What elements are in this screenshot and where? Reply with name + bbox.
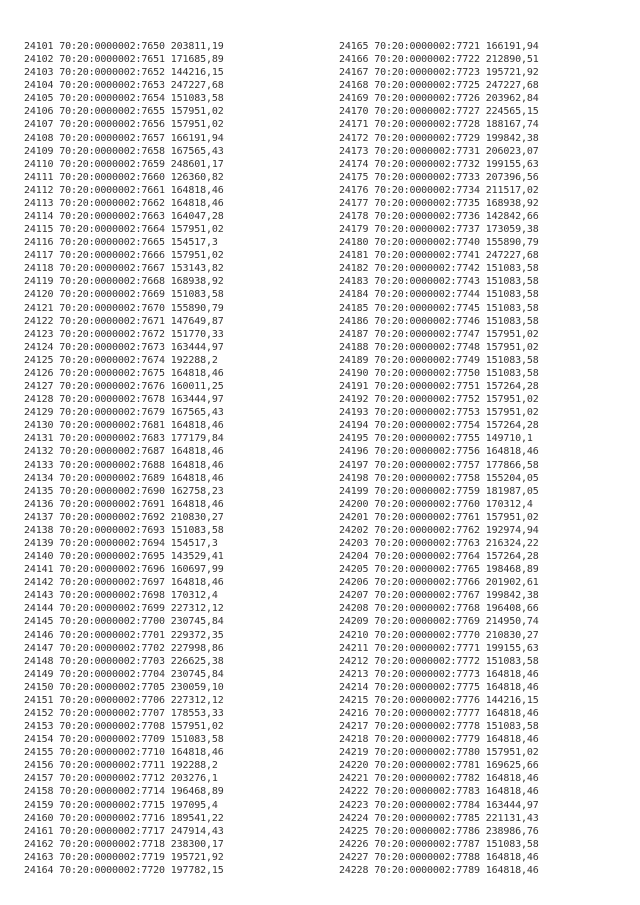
table-row: 24130 70:20:0000002:7681 164818,46 (24, 420, 224, 432)
table-row: 24106 70:20:0000002:7655 157951,02 (24, 106, 224, 118)
table-row: 24217 70:20:0000002:7778 151083,58 (339, 721, 539, 733)
table-row: 24184 70:20:0000002:7744 151083,58 (339, 289, 539, 301)
table-row: 24162 70:20:0000002:7718 238300,17 (24, 838, 224, 850)
table-row: 24151 70:20:0000002:7706 227312,12 (24, 694, 224, 706)
table-row: 24220 70:20:0000002:7781 169625,66 (339, 760, 539, 772)
table-row: 24164 70:20:0000002:7720 197782,15 (24, 864, 224, 876)
table-row: 24203 70:20:0000002:7763 216324,22 (339, 537, 539, 549)
table-row: 24137 70:20:0000002:7692 210830,27 (24, 511, 224, 523)
table-row: 24142 70:20:0000002:7697 164818,46 (24, 577, 224, 589)
table-row: 24135 70:20:0000002:7690 162758,23 (24, 485, 224, 497)
table-row: 24105 70:20:0000002:7654 151083,58 (24, 93, 224, 105)
table-row: 24127 70:20:0000002:7676 160011,25 (24, 381, 224, 393)
table-row: 24110 70:20:0000002:7659 248601,17 (24, 158, 224, 170)
table-row: 24125 70:20:0000002:7674 192288,2 (24, 354, 218, 366)
table-row: 24211 70:20:0000002:7771 199155,63 (339, 642, 539, 654)
table-row: 24104 70:20:0000002:7653 247227,68 (24, 80, 224, 92)
table-row: 24189 70:20:0000002:7749 151083,58 (339, 354, 539, 366)
table-row: 24147 70:20:0000002:7702 227998,86 (24, 642, 224, 654)
table-row: 24219 70:20:0000002:7780 157951,02 (339, 747, 539, 759)
table-row: 24139 70:20:0000002:7694 154517,3 (24, 537, 218, 549)
table-row: 24225 70:20:0000002:7786 238986,76 (339, 825, 539, 837)
table-row: 24204 70:20:0000002:7764 157264,28 (339, 551, 539, 563)
table-row: 24173 70:20:0000002:7731 206023,07 (339, 145, 539, 157)
table-row: 24123 70:20:0000002:7672 151770,33 (24, 328, 224, 340)
table-row: 24120 70:20:0000002:7669 151083,58 (24, 289, 224, 301)
table-row: 24200 70:20:0000002:7760 170312,4 (339, 498, 533, 510)
table-row: 24192 70:20:0000002:7752 157951,02 (339, 394, 539, 406)
table-row: 24157 70:20:0000002:7712 203276,1 (24, 773, 218, 785)
right-column (339, 40, 539, 877)
table-row: 24218 70:20:0000002:7779 164818,46 (339, 734, 539, 746)
table-row: 24188 70:20:0000002:7748 157951,02 (339, 341, 539, 353)
table-row: 24152 70:20:0000002:7707 178553,33 (24, 707, 224, 719)
table-row: 24118 70:20:0000002:7667 153143,82 (24, 263, 224, 275)
table-row: 24214 70:20:0000002:7775 164818,46 (339, 681, 539, 693)
table-row: 24166 70:20:0000002:7722 212890,51 (339, 54, 539, 66)
table-row: 24103 70:20:0000002:7652 144216,15 (24, 67, 224, 79)
table-row: 24228 70:20:0000002:7789 164818,46 (339, 864, 539, 876)
table-row: 24197 70:20:0000002:7757 177866,58 (339, 459, 539, 471)
table-row: 24149 70:20:0000002:7704 230745,84 (24, 668, 224, 680)
table-row: 24174 70:20:0000002:7732 199155,63 (339, 158, 539, 170)
table-row: 24175 70:20:0000002:7733 207396,56 (339, 171, 539, 183)
table-row: 24180 70:20:0000002:7740 155890,79 (339, 237, 539, 249)
table-row: 24222 70:20:0000002:7783 164818,46 (339, 786, 539, 798)
table-row: 24138 70:20:0000002:7693 151083,58 (24, 524, 224, 536)
table-row: 24115 70:20:0000002:7664 157951,02 (24, 224, 224, 236)
table-row: 24126 70:20:0000002:7675 164818,46 (24, 367, 224, 379)
table-row: 24144 70:20:0000002:7699 227312,12 (24, 603, 224, 615)
table-row: 24190 70:20:0000002:7750 151083,58 (339, 367, 539, 379)
table-row: 24194 70:20:0000002:7754 157264,28 (339, 420, 539, 432)
table-row: 24102 70:20:0000002:7651 171685,89 (24, 54, 224, 66)
table-row: 24109 70:20:0000002:7658 167565,43 (24, 145, 224, 157)
table-row: 24187 70:20:0000002:7747 157951,02 (339, 328, 539, 340)
table-row: 24226 70:20:0000002:7787 151083,58 (339, 838, 539, 850)
table-row: 24114 70:20:0000002:7663 164047,28 (24, 211, 224, 223)
table-row: 24155 70:20:0000002:7710 164818,46 (24, 747, 224, 759)
table-row: 24160 70:20:0000002:7716 189541,22 (24, 812, 224, 824)
table-row: 24179 70:20:0000002:7737 173059,38 (339, 224, 539, 236)
table-row: 24201 70:20:0000002:7761 157951,02 (339, 511, 539, 523)
table-row: 24111 70:20:0000002:7660 126360,82 (24, 171, 224, 183)
table-row: 24153 70:20:0000002:7708 157951,02 (24, 721, 224, 733)
table-row: 24136 70:20:0000002:7691 164818,46 (24, 498, 224, 510)
table-row: 24206 70:20:0000002:7766 201902,61 (339, 577, 539, 589)
table-row: 24141 70:20:0000002:7696 160697,99 (24, 564, 224, 576)
table-row: 24216 70:20:0000002:7777 164818,46 (339, 707, 539, 719)
table-row: 24119 70:20:0000002:7668 168938,92 (24, 276, 224, 288)
table-row: 24101 70:20:0000002:7650 203811,19 (24, 41, 224, 52)
table-row: 24129 70:20:0000002:7679 167565,43 (24, 407, 224, 419)
table-row: 24210 70:20:0000002:7770 210830,27 (339, 629, 539, 641)
table-row: 24124 70:20:0000002:7673 163444,97 (24, 341, 224, 353)
table-row: 24193 70:20:0000002:7753 157951,02 (339, 407, 539, 419)
table-row: 24176 70:20:0000002:7734 211517,02 (339, 184, 539, 196)
table-row: 24168 70:20:0000002:7725 247227,68 (339, 80, 539, 92)
table-row: 24122 70:20:0000002:7671 147649,87 (24, 315, 224, 327)
table-row: 24145 70:20:0000002:7700 230745,84 (24, 616, 224, 628)
table-row: 24172 70:20:0000002:7729 199842,38 (339, 132, 539, 144)
table-row: 24212 70:20:0000002:7772 151083,58 (339, 655, 539, 667)
table-row: 24140 70:20:0000002:7695 143529,41 (24, 551, 224, 563)
table-row: 24146 70:20:0000002:7701 229372,35 (24, 629, 224, 641)
table-row: 24202 70:20:0000002:7762 192974,94 (339, 524, 539, 536)
table-row: 24133 70:20:0000002:7688 164818,46 (24, 459, 224, 471)
table-row: 24158 70:20:0000002:7714 196468,89 (24, 786, 224, 798)
table-row: 24132 70:20:0000002:7687 164818,46 (24, 446, 224, 458)
table-row: 24148 70:20:0000002:7703 226625,38 (24, 655, 224, 667)
table-row: 24107 70:20:0000002:7656 157951,02 (24, 119, 224, 131)
table-row: 24196 70:20:0000002:7756 164818,46 (339, 446, 539, 458)
table-row: 24224 70:20:0000002:7785 221131,43 (339, 812, 539, 824)
table-row: 24156 70:20:0000002:7711 192288,2 (24, 760, 218, 772)
table-row: 24112 70:20:0000002:7661 164818,46 (24, 184, 224, 196)
table-row: 24171 70:20:0000002:7728 188167,74 (339, 119, 539, 131)
table-row: 24181 70:20:0000002:7741 247227,68 (339, 250, 539, 262)
table-row: 24177 70:20:0000002:7735 168938,92 (339, 197, 539, 209)
table-row: 24165 70:20:0000002:7721 166191,94 (339, 41, 539, 52)
table-row: 24128 70:20:0000002:7678 163444,97 (24, 394, 224, 406)
table-row: 24186 70:20:0000002:7746 151083,58 (339, 315, 539, 327)
table-row: 24121 70:20:0000002:7670 155890,79 (24, 302, 224, 314)
table-row: 24182 70:20:0000002:7742 151083,58 (339, 263, 539, 275)
table-row: 24223 70:20:0000002:7784 163444,97 (339, 799, 539, 811)
table-row: 24159 70:20:0000002:7715 197095,4 (24, 799, 218, 811)
table-row: 24170 70:20:0000002:7727 224565,15 (339, 106, 539, 118)
table-row: 24134 70:20:0000002:7689 164818,46 (24, 472, 224, 484)
table-row: 24185 70:20:0000002:7745 151083,58 (339, 302, 539, 314)
table-row: 24169 70:20:0000002:7726 203962,84 (339, 93, 539, 105)
table-row: 24163 70:20:0000002:7719 195721,92 (24, 851, 224, 863)
table-row: 24116 70:20:0000002:7665 154517,3 (24, 237, 218, 249)
table-row: 24161 70:20:0000002:7717 247914,43 (24, 825, 224, 837)
table-row: 24198 70:20:0000002:7758 155204,05 (339, 472, 539, 484)
table-row: 24143 70:20:0000002:7698 170312,4 (24, 590, 218, 602)
table-row: 24227 70:20:0000002:7788 164818,46 (339, 851, 539, 863)
table-row: 24208 70:20:0000002:7768 196408,66 (339, 603, 539, 615)
table-row: 24221 70:20:0000002:7782 164818,46 (339, 773, 539, 785)
table-row: 24207 70:20:0000002:7767 199842,38 (339, 590, 539, 602)
table-row: 24199 70:20:0000002:7759 181987,05 (339, 485, 539, 497)
table-row: 24178 70:20:0000002:7736 142842,66 (339, 211, 539, 223)
table-row: 24150 70:20:0000002:7705 230059,10 (24, 681, 224, 693)
table-row: 24191 70:20:0000002:7751 157264,28 (339, 381, 539, 393)
table-row: 24131 70:20:0000002:7683 177179,84 (24, 433, 224, 445)
left-column (24, 40, 224, 877)
table-row: 24117 70:20:0000002:7666 157951,02 (24, 250, 224, 262)
table-row: 24108 70:20:0000002:7657 166191,94 (24, 132, 224, 144)
table-row: 24183 70:20:0000002:7743 151083,58 (339, 276, 539, 288)
table-row: 24113 70:20:0000002:7662 164818,46 (24, 197, 224, 209)
table-row: 24154 70:20:0000002:7709 151083,58 (24, 734, 224, 746)
table-row: 24213 70:20:0000002:7773 164818,46 (339, 668, 539, 680)
table-row: 24205 70:20:0000002:7765 198468,89 (339, 564, 539, 576)
table-row: 24167 70:20:0000002:7723 195721,92 (339, 67, 539, 79)
table-row: 24209 70:20:0000002:7769 214950,74 (339, 616, 539, 628)
table-row: 24195 70:20:0000002:7755 149710,1 (339, 433, 533, 445)
table-row: 24215 70:20:0000002:7776 144216,15 (339, 694, 539, 706)
